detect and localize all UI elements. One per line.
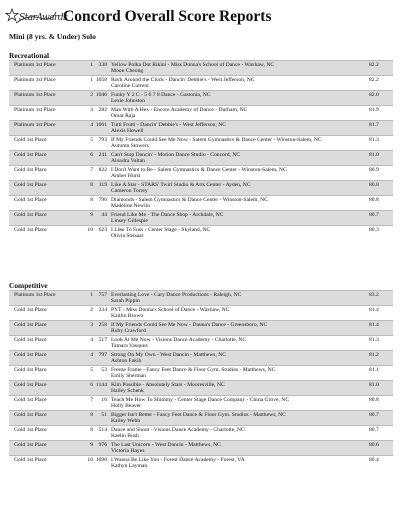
entry-number-cell: 793 — [98, 137, 107, 143]
rank-cell: 6 — [90, 382, 93, 388]
dancer-name-cell: Cameron Torrey — [111, 188, 148, 194]
award-cell: Gold 1st Place — [14, 382, 47, 388]
rank-cell: 5 — [90, 137, 93, 143]
entry-number-cell: 1061 — [95, 122, 107, 128]
entry-number-cell: 757 — [98, 292, 107, 298]
routine-cell: Tutti Frutti - Dancin' Debbie's - West Jefferson, NC — [111, 122, 227, 128]
routine-cell: Rock Around the Clock - Dancin' Debbie's - West Jefferson, NC — [111, 77, 255, 83]
score-cell: 81.1 — [369, 367, 379, 373]
competitive-results-table — [9, 290, 393, 470]
entry-number-cell: 1090 — [95, 457, 107, 463]
award-cell: Gold 1st Place — [14, 182, 47, 188]
award-cell: Gold 1st Place — [14, 322, 47, 328]
star-icon — [6, 6, 68, 28]
rank-cell: 10 — [87, 227, 93, 233]
score-cell: 81.4 — [369, 322, 379, 328]
routine-cell: I Don't Want to Be - Salem Gymnastics & Dance Center - Winston-Salem, NC — [111, 167, 287, 173]
recreational-results-table — [9, 60, 393, 240]
result-row — [9, 226, 393, 240]
division-subtitle: Mini (8 yrs. & Under) Solo — [9, 32, 96, 41]
result-row — [9, 350, 393, 366]
entry-number-cell: 334 — [98, 307, 107, 313]
score-cell: 80.3 — [369, 227, 379, 233]
result-row — [9, 306, 393, 320]
dancer-name-cell: Amber Hurst — [111, 173, 141, 179]
result-row — [9, 196, 393, 210]
dancer-name-cell: Emily Sherman — [111, 373, 146, 379]
award-cell: Gold 1st Place — [14, 367, 47, 373]
result-row — [9, 290, 393, 306]
routine-cell: Everlasting Love - Cary Dance Productions - Raleigh, NC — [111, 292, 242, 298]
rank-cell: 8 — [90, 412, 93, 418]
award-cell: Gold 1st Place — [14, 427, 47, 433]
dancer-name-cell: Sarah Pippin — [111, 298, 140, 304]
award-cell: Platinum 1st Place — [14, 77, 56, 83]
dancer-name-cell: Moon Cheong — [111, 68, 144, 74]
award-cell: Platinum 1st Place — [14, 107, 56, 113]
dancer-name-cell: Omar Raja — [111, 113, 136, 119]
result-row — [9, 336, 393, 350]
rank-cell: 1 — [90, 292, 93, 298]
dancer-name-cell: Olivia Sossaar — [111, 233, 144, 239]
entry-number-cell: 797 — [98, 352, 107, 358]
result-row — [9, 380, 393, 396]
dancer-name-cell: Tamara Vasquez — [111, 343, 148, 349]
award-cell: Platinum 1st Place — [14, 62, 56, 68]
star-awards-logo — [6, 6, 68, 28]
section-title-competitive: Competitive — [9, 281, 48, 290]
score-cell: 81.2 — [369, 352, 379, 358]
dancer-name-cell: Kaelin Bush — [111, 433, 139, 439]
entry-number-cell: 338 — [98, 62, 107, 68]
score-cell: 80.4 — [369, 457, 379, 463]
result-row — [9, 76, 393, 90]
routine-cell: The Last Unicorn - West Dancin - Matthews, NC — [111, 442, 221, 448]
result-row — [9, 366, 393, 380]
routine-cell: Look At Me Now - Visions Dance Academy - Charlotte, NC — [111, 337, 247, 343]
rank-cell: 4 — [90, 122, 93, 128]
score-cell: 81.9 — [369, 107, 379, 113]
dancer-name-cell: Alexis Howell — [111, 128, 144, 134]
award-cell: Gold 1st Place — [14, 152, 47, 158]
section-title-recreational: Recreational — [9, 51, 50, 60]
result-row — [9, 60, 393, 76]
logo-text: StarAwards — [19, 13, 68, 23]
routine-cell: Kim Possible - Absolutely Stars - Mooresville, NC — [111, 382, 225, 388]
entry-number-cell: 241 — [98, 152, 107, 158]
report-header — [6, 6, 396, 30]
dancer-name-cell: Ashton Fakih — [111, 358, 142, 364]
routine-cell: PYT - Miss Donna's School of Dance - Waxhaw, NC — [111, 307, 230, 313]
result-row — [9, 180, 393, 196]
dancer-name-cell: Kaitlin Brown — [111, 313, 144, 319]
award-cell: Gold 1st Place — [14, 412, 47, 418]
score-cell: 80.9 — [369, 167, 379, 173]
entry-number-cell: 282 — [98, 107, 107, 113]
routine-cell: If My Friends Could See Me Now - Salem Gymnastics & Dance Center - Winston-Salem, NC — [111, 137, 322, 143]
score-cell: 81.3 — [369, 337, 379, 343]
dancer-name-cell: Kailey Webb — [111, 418, 141, 424]
score-cell: 80.7 — [369, 412, 379, 418]
award-cell: Gold 1st Place — [14, 137, 47, 143]
rank-cell: 7 — [90, 167, 93, 173]
rank-cell: 10 — [87, 457, 93, 463]
rank-cell: 6 — [90, 152, 93, 158]
entry-number-cell: 623 — [98, 227, 107, 233]
result-row — [9, 456, 393, 470]
award-cell: Gold 1st Place — [14, 397, 47, 403]
rank-cell: 2 — [90, 307, 93, 313]
score-cell: 81.7 — [369, 122, 379, 128]
rank-cell: 7 — [90, 397, 93, 403]
routine-cell: Dance and Shout - Visions Dance Academy - Charlotte, NC — [111, 427, 245, 433]
dancer-name-cell: Lexie Johnston — [111, 98, 146, 104]
score-cell: 80.8 — [369, 182, 379, 188]
score-cell: 82.0 — [369, 92, 379, 98]
rank-cell: 4 — [90, 337, 93, 343]
dancer-name-cell: Kathyn Layman — [111, 463, 148, 469]
entry-number-cell: 976 — [98, 442, 107, 448]
routine-cell: Diamonds - Salem Gymnastics & Dance Center - Winston-Salem, NC — [111, 197, 268, 203]
score-cell: 82.2 — [369, 77, 379, 83]
routine-cell: Friend Like Me - The Dance Shop - Archdale, NC — [111, 212, 224, 218]
routine-cell: Like A Star - STARS' Twirl Studio & Arts Center - Ayden, NC — [111, 182, 251, 188]
routine-cell: Bigger Isn't Better - Fancy Feet Dance & Floor Gym. Studios - Matthews, NC — [111, 412, 286, 418]
score-cell: 82.2 — [369, 62, 379, 68]
dancer-name-cell: Alondra Valtan — [111, 158, 145, 164]
award-cell: Gold 1st Place — [14, 227, 47, 233]
entry-number-cell: 258 — [98, 322, 107, 328]
entry-number-cell: 53 — [101, 367, 107, 373]
entry-number-cell: 796 — [98, 197, 107, 203]
dancer-name-cell: Madeline Newlin — [111, 203, 150, 209]
rank-cell: 5 — [90, 367, 93, 373]
dancer-name-cell: Ruby Crawford — [111, 328, 146, 334]
entry-number-cell: 1144 — [96, 382, 107, 388]
entry-number-cell: 51 — [101, 412, 107, 418]
result-row — [9, 426, 393, 440]
score-cell: 80.6 — [369, 442, 379, 448]
score-cell: 80.7 — [369, 212, 379, 218]
award-cell: Platinum 1st Place — [14, 92, 56, 98]
rank-cell: 8 — [90, 182, 93, 188]
entry-number-cell: 1046 — [95, 92, 107, 98]
report-title: Concord Overall Score Reports — [63, 8, 272, 25]
routine-cell: Man With A Hex - Encore Academy of Dance - Durham, NC — [111, 107, 248, 113]
dancer-name-cell: Caroline Current — [111, 83, 149, 89]
result-row — [9, 90, 393, 106]
routine-cell: I Like To Fuss - Center Stage - Skyland, NC — [111, 227, 211, 233]
result-row — [9, 440, 393, 456]
award-cell: Gold 1st Place — [14, 352, 47, 358]
award-cell: Platinum 1st Place — [14, 292, 56, 298]
routine-cell: Freeze Frame - Fancy Feet Dance & Floor Gym. Studios - Matthews, NC — [111, 367, 276, 373]
result-row — [9, 106, 393, 120]
rank-cell: 4 — [90, 352, 93, 358]
entry-number-cell: 1058 — [95, 77, 107, 83]
entry-number-cell: 822 — [98, 167, 107, 173]
result-row — [9, 150, 393, 166]
result-row — [9, 210, 393, 226]
award-cell: Gold 1st Place — [14, 307, 47, 313]
award-cell: Gold 1st Place — [14, 197, 47, 203]
entry-number-cell: 44 — [101, 212, 107, 218]
result-row — [9, 136, 393, 150]
routine-cell: Teach Me How To Shimmy - Center Stage Dance Company - China Grove, NC — [111, 397, 290, 403]
routine-cell: Yellow Polka Dot Bikini - Miss Donna's School of Dance - Waxhaw, NC — [111, 62, 275, 68]
score-cell: 81.4 — [369, 307, 379, 313]
score-cell: 81.0 — [369, 382, 379, 388]
result-row — [9, 166, 393, 180]
dancer-name-cell: Linsey Gillespie — [111, 218, 148, 224]
entry-number-cell: 514 — [98, 427, 107, 433]
result-row — [9, 410, 393, 426]
score-cell: 83.2 — [369, 292, 379, 298]
rank-cell: 9 — [90, 212, 93, 218]
score-cell: 80.8 — [369, 197, 379, 203]
routine-cell: Strong On My Own - West Dancin - Matthews, NC — [111, 352, 227, 358]
award-cell: Gold 1st Place — [14, 212, 47, 218]
dancer-name-cell: Holly Beaver — [111, 403, 141, 409]
score-cell: 81.0 — [369, 152, 379, 158]
rank-cell: 3 — [90, 107, 93, 113]
award-cell: Platinum 1st Place — [14, 122, 56, 128]
entry-number-cell: 16 — [101, 397, 107, 403]
rank-cell: 9 — [90, 442, 93, 448]
entry-number-cell: 119 — [98, 182, 107, 188]
result-row — [9, 396, 393, 410]
result-row — [9, 320, 393, 336]
rank-cell: 8 — [90, 197, 93, 203]
rank-cell: 1 — [90, 77, 93, 83]
dancer-name-cell: Autumn Stowers — [111, 143, 149, 149]
result-row — [9, 120, 393, 136]
score-cell: 81.3 — [369, 137, 379, 143]
rank-cell: 8 — [90, 427, 93, 433]
award-cell: Gold 1st Place — [14, 167, 47, 173]
entry-number-cell: 517 — [98, 337, 107, 343]
routine-cell: I Wanna Be Like You - Forest Dance Academy - Forest, VA — [111, 457, 245, 463]
routine-cell: Funky Y 2 C - 5 6 7 8 Dance - Gastonia, NC — [111, 92, 211, 98]
rank-cell: 2 — [90, 92, 93, 98]
score-cell: 80.7 — [369, 427, 379, 433]
rank-cell: 1 — [90, 62, 93, 68]
routine-cell: If My Friends Could See Me Now - Dauna's Dance - Greensboro, NC — [111, 322, 268, 328]
score-cell: 80.8 — [369, 397, 379, 403]
award-cell: Gold 1st Place — [14, 457, 47, 463]
award-cell: Gold 1st Place — [14, 442, 47, 448]
rank-cell: 3 — [90, 322, 93, 328]
dancer-name-cell: Hailey Schenk — [111, 388, 144, 394]
award-cell: Gold 1st Place — [14, 337, 47, 343]
dancer-name-cell: Victoria Hayes — [111, 448, 145, 454]
routine-cell: Can't Stop Dancin' - Motion Dance Studio - Concord, NC — [111, 152, 241, 158]
